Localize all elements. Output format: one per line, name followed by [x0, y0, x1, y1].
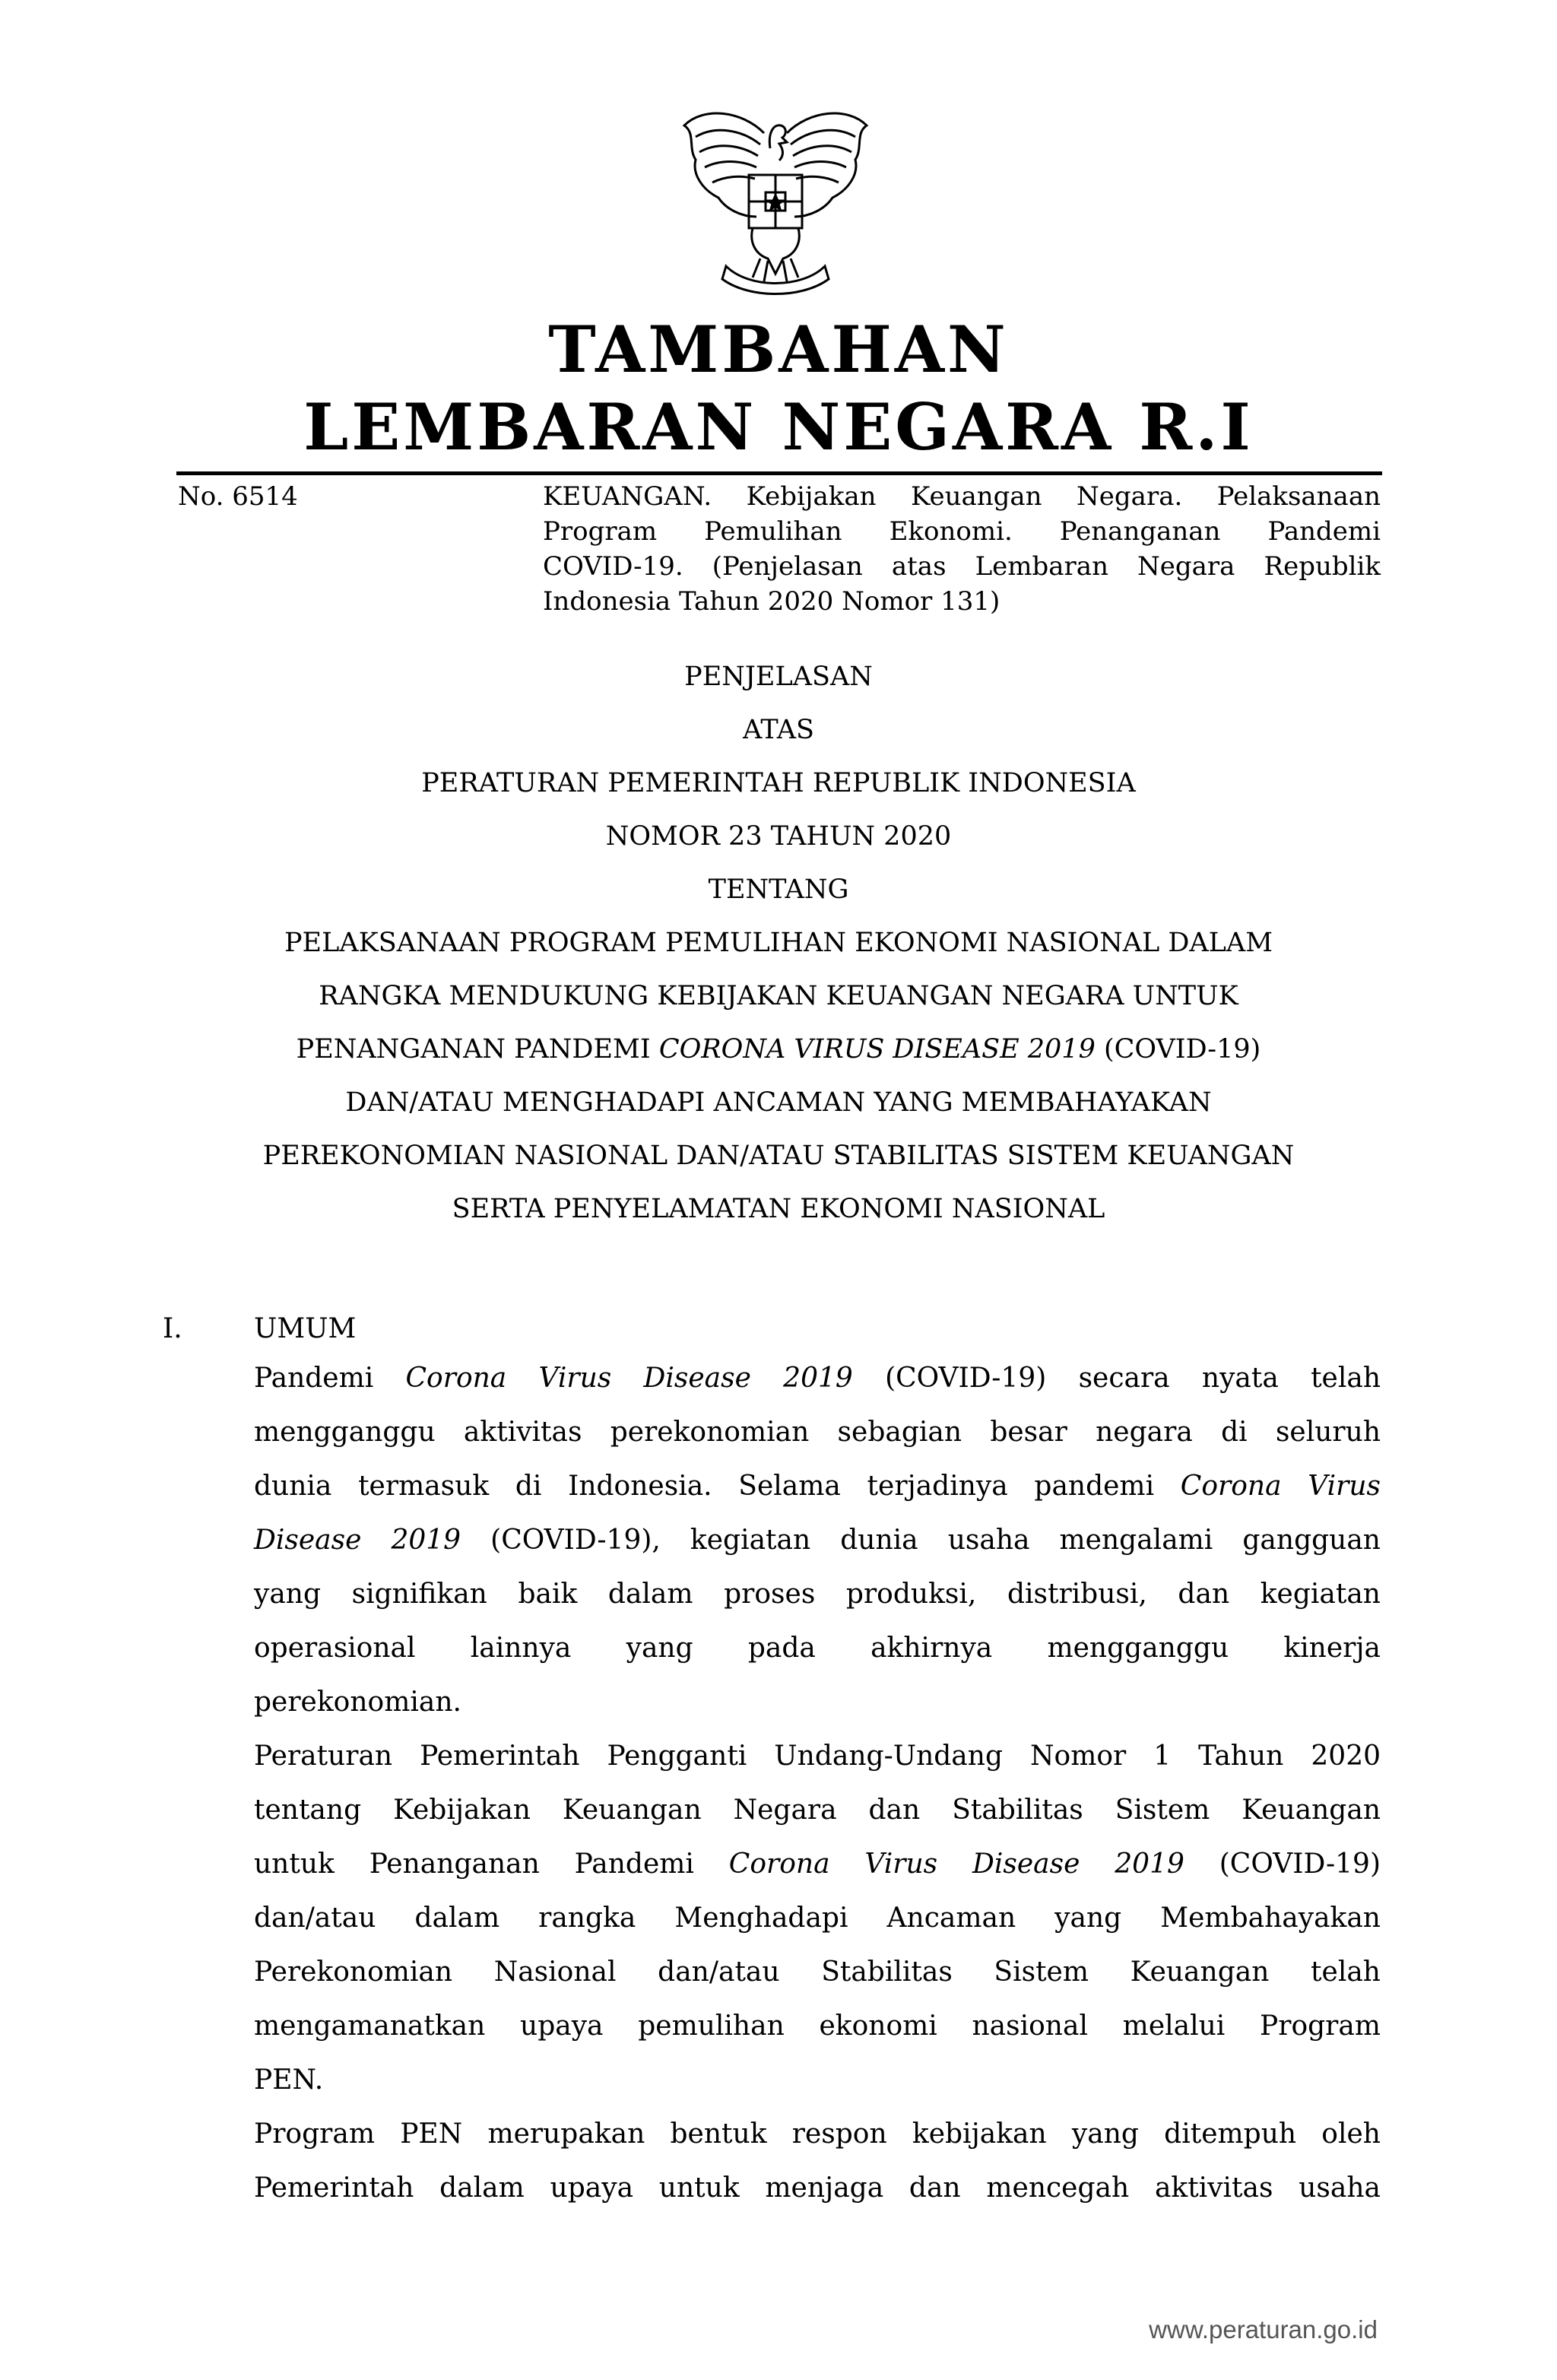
italic-text: Corona Virus Disease 2019 [728, 1848, 1184, 1880]
heading-line: PELAKSANAAN PROGRAM PEMULIHAN EKONOMI NASIONAL DALAM [284, 928, 1273, 958]
paragraph-line: perekonomian. [254, 1687, 461, 1718]
paragraph-line: Peraturan Pemerintah Pengganti Undang-Undang Nomor 1 Tahun 2020 [254, 1741, 1381, 1772]
heading-line: RANGKA MENDUKUNG KEBIJAKAN KEUANGAN NEGARA UNTUK [319, 981, 1238, 1011]
regulation-heading [0, 650, 1557, 1236]
section-title: UMUM [254, 1313, 357, 1344]
italic-text: Corona Virus Disease 2019 [405, 1363, 853, 1394]
heading-line: ATAS [742, 715, 815, 745]
heading-text: (COVID-19) [1095, 1034, 1261, 1065]
italic-text: Disease 2019 [254, 1525, 461, 1556]
gazette-subject [543, 479, 1381, 619]
paragraph-line: Program PEN merupakan bentuk respon kebijakan yang ditempuh oleh [254, 2118, 1381, 2150]
subject-line: Program Pemulihan Ekonomi. Penanganan Pandemi [543, 516, 1381, 547]
footer-url: www.peraturan.go.id [1149, 2315, 1378, 2344]
heading-line: PENJELASAN [684, 662, 873, 692]
heading-line [0, 1023, 1557, 1076]
paragraph-line: Pemerintah dalam upaya untuk menjaga dan mencegah aktivitas usaha [254, 2172, 1381, 2204]
paragraph-line [254, 1513, 1381, 1567]
title-divider [176, 471, 1382, 475]
heading-italic-text: CORONA VIRUS DISEASE 2019 [658, 1034, 1096, 1065]
subject-line: Indonesia Tahun 2020 Nomor 131) [543, 586, 1000, 617]
section-number: I. [163, 1313, 182, 1344]
garuda-emblem-icon [673, 103, 878, 300]
paragraph-line: PEN. [254, 2064, 324, 2096]
paragraph-line: operasional lainnya yang pada akhirnya mengganggu kinerja [254, 1633, 1381, 1664]
subject-line: KEUANGAN. Kebijakan Keuangan Negara. Pelaksanaan [543, 481, 1381, 512]
document-title-line2: LEMBARAN NEGARA R.I [303, 389, 1254, 465]
section-body [254, 1351, 1381, 2215]
text: (COVID-19), kegiatan dunia usaha mengalami gangguan [461, 1525, 1381, 1556]
text: untuk Penanganan Pandemi [254, 1848, 729, 1880]
heading-line: SERTA PENYELAMATAN EKONOMI NASIONAL [452, 1194, 1105, 1224]
text: dunia termasuk di Indonesia. Selama terjadinya pandemi [254, 1471, 1181, 1502]
italic-text: Corona Virus [1180, 1471, 1381, 1502]
heading-line: DAN/ATAU MENGHADAPI ANCAMAN YANG MEMBAHAYAKAN [345, 1087, 1212, 1118]
heading-line: TENTANG [708, 874, 849, 905]
heading-line: PEREKONOMIAN NASIONAL DAN/ATAU STABILITAS SISTEM KEUANGAN [262, 1141, 1295, 1171]
paragraph-line: mengganggu aktivitas perekonomian sebagian besar negara di seluruh [254, 1417, 1381, 1448]
document-title-line1: TAMBAHAN [548, 312, 1009, 387]
heading-line: NOMOR 23 TAHUN 2020 [605, 821, 952, 852]
subject-line: COVID-19. (Penjelasan atas Lembaran Negara Republik [543, 551, 1381, 582]
paragraph-line: yang signifikan baik dalam proses produksi, distribusi, dan kegiatan [254, 1579, 1381, 1610]
text: (COVID-19) [1184, 1848, 1381, 1880]
gazette-number: No. 6514 [178, 481, 298, 512]
text: Pandemi [254, 1363, 406, 1394]
paragraph-line: tentang Kebijakan Keuangan Negara dan Stabilitas Sistem Keuangan [254, 1795, 1381, 1826]
heading-text: PENANGANAN PANDEMI [296, 1034, 659, 1065]
paragraph-line: mengamanatkan upaya pemulihan ekonomi nasional melalui Program [254, 2010, 1381, 2042]
paragraph-line: dan/atau dalam rangka Menghadapi Ancaman yang Membahayakan [254, 1902, 1381, 1934]
paragraph-line: Perekonomian Nasional dan/atau Stabilitas Sistem Keuangan telah [254, 1956, 1381, 1988]
text: (COVID-19) secara nyata telah [852, 1363, 1381, 1394]
paragraph-line [254, 1351, 1381, 1405]
heading-line: PERATURAN PEMERINTAH REPUBLIK INDONESIA [421, 768, 1136, 798]
paragraph-line [254, 1459, 1381, 1513]
paragraph-line [254, 1837, 1381, 1891]
